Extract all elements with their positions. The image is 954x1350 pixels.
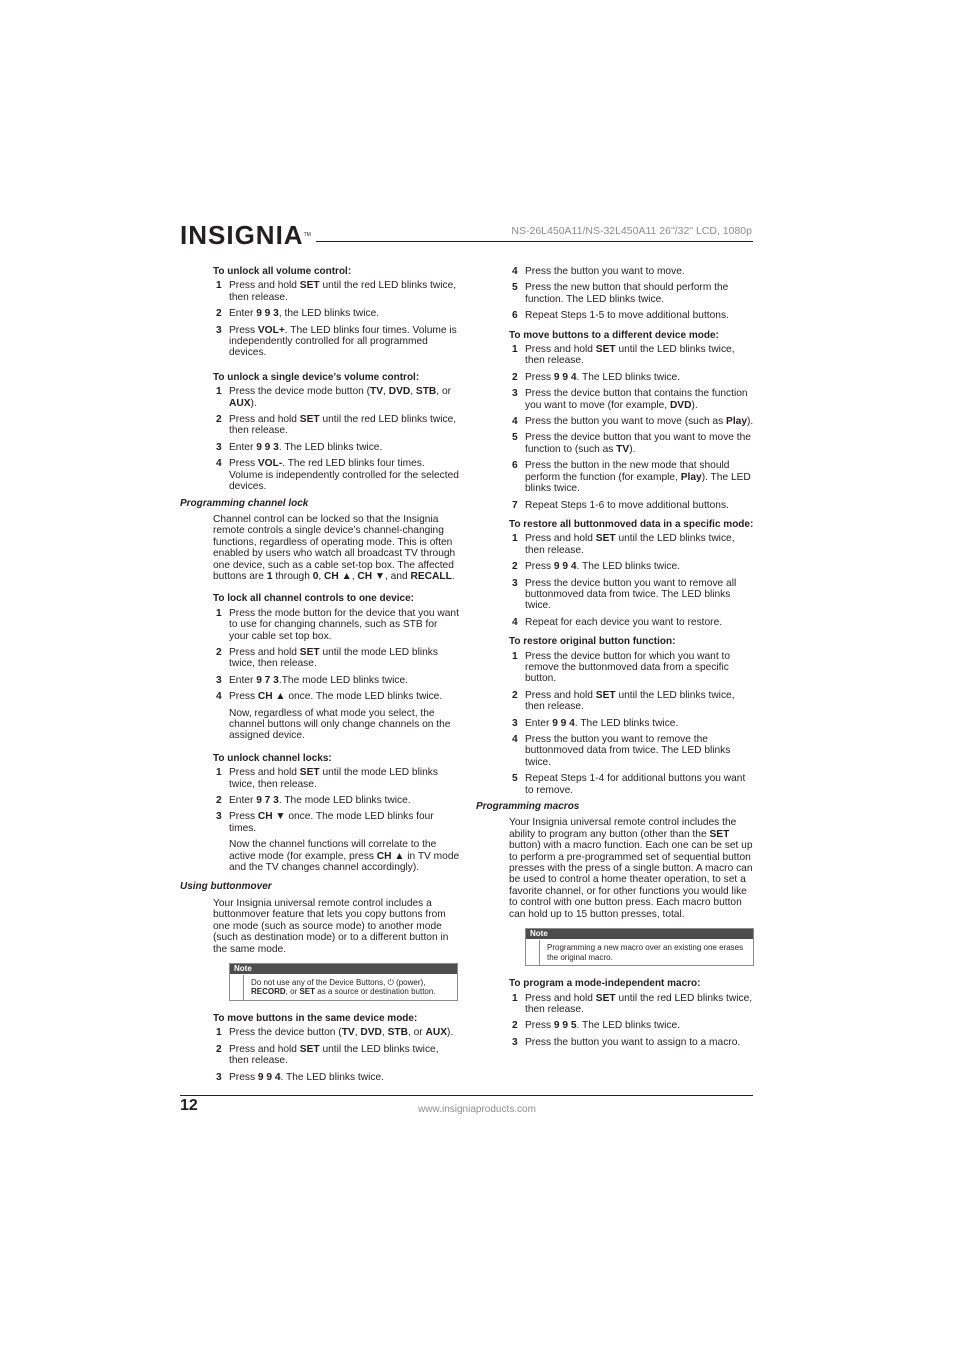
step-number: 1 <box>216 767 222 779</box>
step-number: 2 <box>216 308 222 320</box>
step-text: Press 9 9 5. The LED blinks twice. <box>525 1020 680 1032</box>
step-number: 3 <box>216 811 222 823</box>
step-text: Press the button you want to remove the buttonmoved data from twice. The LED blinks twice. <box>525 734 731 768</box>
step-item <box>180 308 460 319</box>
note-label: Note <box>230 964 457 974</box>
step-text: Press the button in the new mode that should perform the function (for example, Play). The LED blinks twice. <box>525 460 751 495</box>
buttonmover-paragraph: Your Insignia universal remote control includes a buttonmover feature that lets you copy buttons from one mode (such as source mode) to another mode (such as destination mode) or to a different button in the same mode. <box>213 897 449 955</box>
step-text: Repeat Steps 1-6 to move additional buttons. <box>525 499 729 511</box>
step-number: 2 <box>216 1043 222 1055</box>
heading-lock-all-channel: To lock all channel controls to one device: <box>213 593 414 605</box>
step-number: 1 <box>512 992 518 1004</box>
step-number: 2 <box>216 414 222 426</box>
step-text: Press the device mode button (TV, DVD, STB, or AUX). <box>229 386 452 409</box>
step-item <box>180 767 460 790</box>
step-number: 5 <box>512 432 518 444</box>
step-text: Press and hold SET until the mode LED blinks twice, then release. <box>229 646 438 670</box>
step-item <box>476 773 756 796</box>
step-item <box>180 675 460 686</box>
step-number: 4 <box>216 458 222 470</box>
step-item <box>476 282 756 305</box>
step-item <box>476 416 756 427</box>
step-item <box>180 442 460 453</box>
step-number: 2 <box>512 689 518 701</box>
step-text: Press 9 9 4. The LED blinks twice. <box>229 1071 384 1083</box>
step-number: 1 <box>512 533 518 545</box>
step-number: 1 <box>216 386 222 398</box>
step-item <box>476 561 756 572</box>
step-number: 4 <box>512 416 518 428</box>
step-item <box>476 310 756 321</box>
step-text: Press the button you want to move (such as Play). <box>525 416 754 428</box>
step-number: 2 <box>216 795 222 807</box>
step-text: Press the button you want to move. <box>525 266 685 277</box>
step-item <box>180 325 460 359</box>
steps-unlock-channel <box>180 767 460 834</box>
step-number: 3 <box>512 577 518 589</box>
section-using-buttonmover: Using buttonmover <box>180 881 272 893</box>
step-text: Press 9 9 4. The LED blinks twice. <box>525 561 680 573</box>
step-text: Repeat Steps 1-5 to move additional buttons. <box>525 310 729 322</box>
note-label: Note <box>526 929 753 939</box>
step-text: Enter 9 9 4. The LED blinks twice. <box>525 717 679 729</box>
step-text: Press VOL+. The LED blinks four times. Volume is independently controlled for all programmed devices. <box>229 324 457 359</box>
step-number: 4 <box>512 266 518 277</box>
unlock-channel-after-text: Now the channel functions will correlate to the active mode (for example, press CH ▲ in TV mode and the TV changes channel accordingly). <box>229 839 460 874</box>
section-programming-channel-lock: Programming channel lock <box>180 497 309 509</box>
step-number: 4 <box>512 734 518 745</box>
step-text: Press CH ▼ once. The mode LED blinks four times. <box>229 811 434 834</box>
step-number: 1 <box>216 607 222 619</box>
step-number: 6 <box>512 460 518 472</box>
step-item <box>476 1020 756 1031</box>
steps-restore-all <box>476 533 756 628</box>
step-text: Press the device button that contains the function you want to move (for example, DVD). <box>525 388 748 411</box>
step-text: Press and hold SET until the red LED blinks twice, then release. <box>229 280 457 303</box>
step-number: 2 <box>512 561 518 573</box>
note-text: Do not use any of the Device Buttons, ⏻ (power), RECORD, or SET as a source or destination button. <box>251 977 436 997</box>
steps-move-same-mode-continued <box>476 266 756 322</box>
step-item <box>180 1072 460 1083</box>
heading-unlock-channel: To unlock channel locks: <box>213 752 332 764</box>
step-item <box>476 1037 756 1048</box>
footer-rule <box>180 1095 753 1096</box>
step-number: 3 <box>512 717 518 729</box>
step-text: Press and hold SET until the mode LED blinks twice, then release. <box>229 767 438 790</box>
step-item <box>476 500 756 511</box>
step-item <box>180 647 460 670</box>
step-item <box>476 372 756 383</box>
step-text: Press the device button that you want to move the function to (such as TV). <box>525 432 751 455</box>
note-box-buttonmover <box>229 963 458 1001</box>
channel-lock-paragraph: Channel control can be locked so that the Insignia remote controls a single device’s channel-changing functions, regardless of operating mode. This is often enabled by users who watch all broadcast TV through one device, such as a cable set-top box. The affected buttons are 1 through 0, CH ▲, CH ▼, and RECALL. <box>213 513 456 582</box>
step-item <box>476 432 756 455</box>
step-number: 4 <box>512 616 518 628</box>
heading-unlock-all-volume: To unlock all volume control: <box>213 266 352 277</box>
step-number: 1 <box>512 344 518 356</box>
step-item <box>180 386 460 409</box>
step-item <box>180 608 460 642</box>
steps-lock-all-channel <box>180 608 460 703</box>
heading-restore-original: To restore original button function: <box>509 636 676 648</box>
step-text: Press VOL-. The red LED blinks four times. Volume is independently controlled for the selected devices. <box>229 458 459 493</box>
steps-move-different-mode <box>476 344 756 511</box>
steps-restore-original <box>476 651 756 796</box>
step-text: Enter 9 9 3. The LED blinks twice. <box>229 441 383 453</box>
step-number: 3 <box>216 324 222 336</box>
step-text: Enter 9 7 3.The mode LED blinks twice. <box>229 674 408 686</box>
step-item <box>476 344 756 367</box>
step-item <box>476 266 756 277</box>
footer-url: www.insigniaproducts.com <box>418 1104 536 1115</box>
step-item <box>180 1044 460 1067</box>
step-number: 3 <box>216 1071 222 1083</box>
step-number: 6 <box>512 310 518 322</box>
step-text: Enter 9 7 3. The mode LED blinks twice. <box>229 795 411 807</box>
step-text: Press and hold SET until the LED blinks twice, then release. <box>525 689 735 713</box>
step-item <box>476 718 756 729</box>
step-number: 3 <box>512 1036 518 1048</box>
lock-channel-after-text: Now, regardless of what mode you select, the channel buttons will only change channels on the assigned device. <box>229 707 451 742</box>
step-item <box>180 691 460 702</box>
step-text: Press the button you want to assign to a macro. <box>525 1036 741 1048</box>
step-text: Enter 9 9 3, the LED blinks twice. <box>229 308 380 320</box>
step-text: Press and hold SET until the LED blinks twice, then release. <box>525 344 735 367</box>
step-text: Press and hold SET until the red LED blinks twice, then release. <box>229 414 457 437</box>
step-number: 1 <box>216 1027 222 1039</box>
note-text: Programming a new macro over an existing one erases the original macro. <box>547 943 744 962</box>
step-item <box>476 533 756 556</box>
step-number: 5 <box>512 282 518 294</box>
step-text: Press and hold SET until the LED blinks twice, then release. <box>229 1043 439 1067</box>
step-number: 5 <box>512 773 518 785</box>
step-number: 3 <box>512 388 518 400</box>
step-item <box>180 795 460 806</box>
step-number: 2 <box>216 646 222 658</box>
step-item <box>476 388 756 411</box>
note-box-macros <box>525 928 754 966</box>
step-item <box>476 690 756 713</box>
step-text: Press 9 9 4. The LED blinks twice. <box>525 371 680 383</box>
steps-unlock-all-volume <box>180 280 460 358</box>
step-text: Press the device button for which you want to remove the buttonmoved data from a specific button. <box>525 650 730 685</box>
step-item <box>476 651 756 685</box>
heading-move-same-mode: To move buttons in the same device mode: <box>213 1012 418 1024</box>
heading-mode-independent-macro: To program a mode-independent macro: <box>509 978 701 990</box>
macros-paragraph: Your Insignia universal remote control includes the ability to program any button (other than the SET button) with a macro function. Each one can be set up to perform a pre-programmed set of sequential button presses with the press of a single button. A macro can be used to control a home theater operation, to set a favorite channel, or for other functions you would like to control with one button press. Each macro button can hold up to 15 button presses, total. <box>509 817 753 920</box>
heading-move-different-mode: To move buttons to a different device mode: <box>509 329 719 341</box>
left-column <box>180 266 460 1088</box>
step-number: 3 <box>216 441 222 453</box>
step-item <box>180 811 460 834</box>
step-text: Press the device button (TV, DVD, STB, or AUX). <box>229 1027 454 1039</box>
step-text: Repeat for each device you want to restore. <box>525 616 723 628</box>
step-text: Press CH ▲ once. The mode LED blinks twice. <box>229 691 443 703</box>
header-rule <box>316 241 753 242</box>
steps-move-same-mode <box>180 1027 460 1083</box>
step-item <box>180 1027 460 1038</box>
step-item <box>180 458 460 492</box>
step-item <box>476 578 756 612</box>
page-number: 12 <box>180 1097 198 1114</box>
step-number: 3 <box>216 674 222 686</box>
heading-restore-all: To restore all buttonmoved data in a specific mode: <box>509 518 754 530</box>
steps-unlock-single-volume <box>180 386 460 492</box>
step-number: 1 <box>216 280 222 292</box>
step-text: Press and hold SET until the red LED blinks twice, then release. <box>525 992 753 1015</box>
step-text: Press and hold SET until the LED blinks twice, then release. <box>525 533 735 556</box>
step-item <box>476 734 756 768</box>
section-programming-macros: Programming macros <box>476 801 580 813</box>
step-item <box>476 617 756 628</box>
step-number: 4 <box>216 691 222 703</box>
insignia-logo: INSIGNIA™ <box>180 220 311 250</box>
step-item <box>180 280 460 303</box>
step-text: Press the mode button for the device that you want to use for changing channels, such as STB for your cable set top box. <box>229 607 459 642</box>
right-column <box>476 266 756 1053</box>
step-text: Press the device button you want to remove all buttonmoved data from twice. The LED blinks twice. <box>525 577 737 612</box>
step-text: Repeat Steps 1-4 for additional buttons you want to remove. <box>525 773 746 796</box>
step-item <box>180 414 460 437</box>
step-number: 2 <box>512 371 518 383</box>
step-item <box>476 993 756 1016</box>
step-number: 2 <box>512 1020 518 1032</box>
step-number: 7 <box>512 499 518 511</box>
step-text: Press the new button that should perform the function. The LED blinks twice. <box>525 282 729 305</box>
model-title: NS-26L450A11/NS-32L450A11 26"/32" LCD, 1080p <box>511 225 752 237</box>
step-item <box>476 460 756 494</box>
steps-mode-independent-macro <box>476 993 756 1049</box>
step-number: 1 <box>512 650 518 662</box>
heading-unlock-single-volume: To unlock a single device’s volume control: <box>213 371 420 383</box>
